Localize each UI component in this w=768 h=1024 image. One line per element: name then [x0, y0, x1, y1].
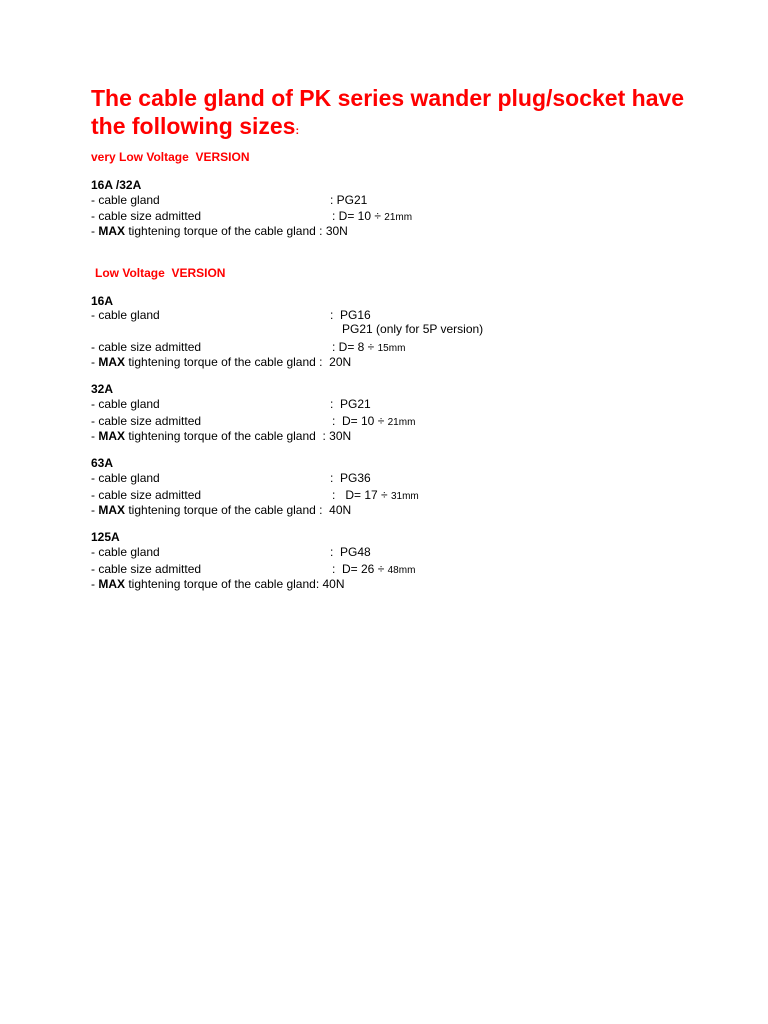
vlv-16a-32a-torque-row	[91, 223, 691, 239]
vlv-16a-32a-cable-size-row	[91, 208, 691, 224]
lv-group-16a-heading: 16A	[91, 294, 114, 308]
cable-size-label: - cable size admitted	[91, 340, 202, 354]
cable-size-range: : D= 26 ÷	[332, 562, 388, 576]
torque-description: tightening torque of the cable gland: 40N	[125, 577, 345, 591]
torque-description: tightening torque of the cable gland : 20N	[125, 355, 352, 369]
title-text: The cable gland of PK series wander plug/socket have the following sizes	[91, 85, 685, 139]
cable-size-range: : D= 17 ÷	[332, 488, 391, 502]
cable-size-label: - cable size admitted	[91, 414, 202, 428]
torque-description: tightening torque of the cable gland : 30N	[125, 224, 348, 238]
lv-125a-torque-row	[91, 576, 691, 592]
torque-text	[91, 502, 351, 518]
title-colon: :	[295, 125, 300, 137]
lv-32a-cable-size-row	[91, 413, 691, 429]
cable-gland-label: - cable gland	[91, 471, 160, 485]
torque-description: tightening torque of the cable gland : 30N	[125, 429, 352, 443]
cable-size-range: : D= 8 ÷	[332, 340, 378, 354]
vlv-group-16a-32a-heading: 16A /32A	[91, 178, 142, 192]
cable-size-label: - cable size admitted	[91, 488, 202, 502]
lv-16a-torque-row	[91, 354, 691, 370]
torque-prefix: -	[91, 503, 99, 517]
lv-group-63a-heading: 63A	[91, 456, 114, 470]
lv-32a-cable-gland-row	[91, 396, 691, 412]
torque-max: MAX	[98, 577, 126, 591]
torque-prefix: -	[91, 224, 99, 238]
lv-63a-cable-gland-row	[91, 470, 691, 486]
lv-section-label: Low Voltage VERSION	[95, 266, 226, 280]
torque-max: MAX	[98, 224, 126, 238]
cable-size-range: : D= 10 ÷	[332, 414, 388, 428]
cable-gland-value: : PG16	[330, 308, 371, 322]
torque-prefix: -	[91, 429, 99, 443]
lv-group-125a-heading: 125A	[91, 530, 120, 544]
cable-gland-label: - cable gland	[91, 545, 160, 559]
cable-size-unit: 31mm	[390, 491, 419, 502]
torque-prefix: -	[91, 355, 99, 369]
cable-gland-value: : PG21	[330, 397, 371, 411]
cable-size-unit: 15mm	[377, 343, 406, 354]
torque-prefix: -	[91, 577, 99, 591]
torque-description: tightening torque of the cable gland : 40N	[125, 503, 352, 517]
cable-gland-value: : PG21	[330, 193, 368, 207]
lv-125a-cable-size-row	[91, 561, 691, 577]
vlv-16a-32a-cable-gland-row	[91, 192, 691, 208]
lv-16a-cable-gland-alt-row	[91, 321, 691, 337]
lv-63a-torque-row	[91, 502, 691, 518]
lv-group-32a-heading: 32A	[91, 382, 114, 396]
torque-text	[91, 576, 345, 592]
torque-text	[91, 428, 351, 444]
torque-max: MAX	[98, 503, 126, 517]
lv-32a-torque-row	[91, 428, 691, 444]
cable-gland-label: - cable gland	[91, 397, 160, 411]
cable-size-label: - cable size admitted	[91, 209, 202, 223]
cable-gland-label: - cable gland	[91, 308, 160, 322]
torque-text	[91, 223, 348, 239]
cable-gland-alt-value: PG21 (only for 5P version)	[342, 322, 484, 336]
lv-63a-cable-size-row	[91, 487, 691, 503]
cable-size-unit: 21mm	[387, 417, 416, 428]
cable-gland-label: - cable gland	[91, 193, 160, 207]
lv-125a-cable-gland-row	[91, 544, 691, 560]
cable-size-label: - cable size admitted	[91, 562, 202, 576]
torque-max: MAX	[98, 355, 126, 369]
cable-gland-value: : PG36	[330, 471, 371, 485]
cable-gland-value: : PG48	[330, 545, 371, 559]
torque-text	[91, 354, 351, 370]
cable-size-unit: 21mm	[384, 212, 413, 223]
page-title	[91, 84, 711, 145]
torque-max: MAX	[98, 429, 126, 443]
lv-16a-cable-size-row	[91, 339, 691, 355]
vlv-section-label: very Low Voltage VERSION	[91, 150, 250, 164]
cable-size-range: : D= 10 ÷	[332, 209, 385, 223]
cable-size-unit: 48mm	[387, 565, 416, 576]
